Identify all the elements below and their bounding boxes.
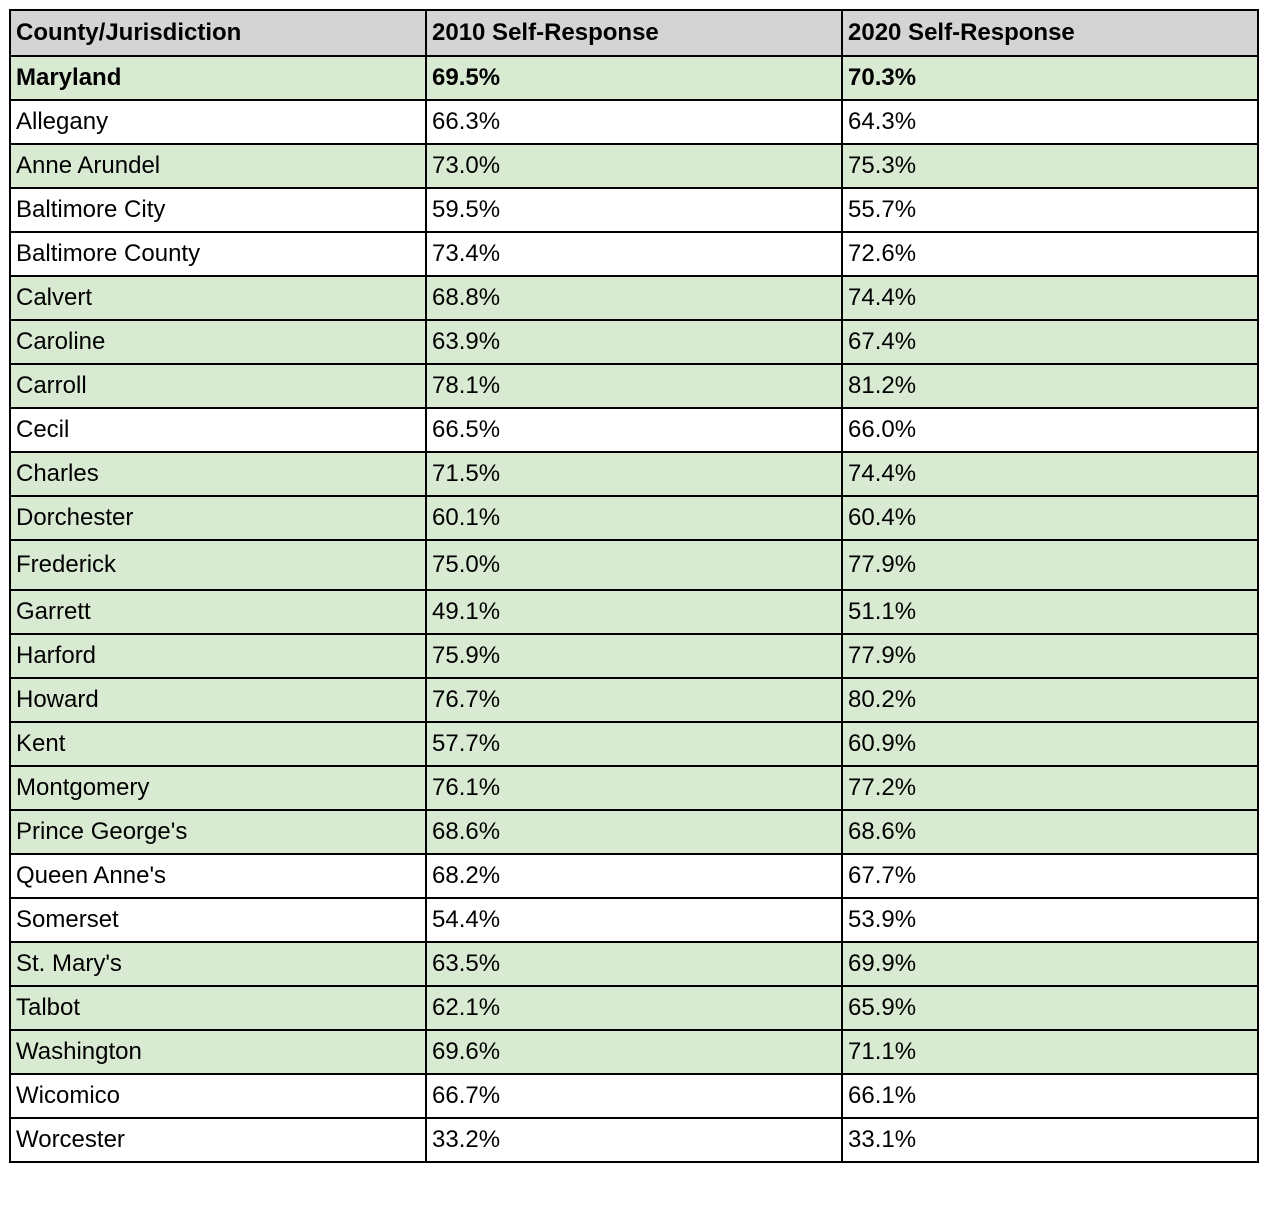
rate-2010-cell: 73.4%: [426, 232, 842, 276]
county-cell: Frederick: [10, 540, 426, 590]
rate-2020-cell: 66.0%: [842, 408, 1258, 452]
county-cell: St. Mary's: [10, 942, 426, 986]
table-row: [10, 722, 1258, 766]
rate-2010-cell: 60.1%: [426, 496, 842, 540]
table-body: [10, 56, 1258, 1162]
rate-2020-cell: 55.7%: [842, 188, 1258, 232]
header-2010: 2010 Self-Response: [426, 10, 842, 56]
rate-2020-cell: 66.1%: [842, 1074, 1258, 1118]
rate-2020-cell: 51.1%: [842, 590, 1258, 634]
self-response-table: [9, 9, 1259, 1163]
rate-2020-cell: 69.9%: [842, 942, 1258, 986]
table-row: [10, 986, 1258, 1030]
table-row: [10, 320, 1258, 364]
rate-2020-cell: 64.3%: [842, 100, 1258, 144]
rate-2020-cell: 81.2%: [842, 364, 1258, 408]
rate-2020-cell: 70.3%: [842, 56, 1258, 100]
table-row: [10, 766, 1258, 810]
rate-2020-cell: 72.6%: [842, 232, 1258, 276]
county-cell: Carroll: [10, 364, 426, 408]
rate-2010-cell: 33.2%: [426, 1118, 842, 1162]
rate-2020-cell: 67.7%: [842, 854, 1258, 898]
rate-2010-cell: 73.0%: [426, 144, 842, 188]
county-cell: Wicomico: [10, 1074, 426, 1118]
table-row: [10, 56, 1258, 100]
table-row: [10, 1030, 1258, 1074]
rate-2010-cell: 76.1%: [426, 766, 842, 810]
rate-2010-cell: 63.5%: [426, 942, 842, 986]
rate-2020-cell: 53.9%: [842, 898, 1258, 942]
county-cell: Garrett: [10, 590, 426, 634]
table-row: [10, 1074, 1258, 1118]
rate-2010-cell: 68.8%: [426, 276, 842, 320]
rate-2010-cell: 69.5%: [426, 56, 842, 100]
rate-2020-cell: 74.4%: [842, 452, 1258, 496]
table-row: [10, 540, 1258, 590]
table-row: [10, 898, 1258, 942]
rate-2020-cell: 77.9%: [842, 540, 1258, 590]
table-row: [10, 276, 1258, 320]
table-row: [10, 144, 1258, 188]
rate-2010-cell: 71.5%: [426, 452, 842, 496]
rate-2020-cell: 68.6%: [842, 810, 1258, 854]
rate-2010-cell: 69.6%: [426, 1030, 842, 1074]
rate-2010-cell: 49.1%: [426, 590, 842, 634]
table-row: [10, 1118, 1258, 1162]
rate-2010-cell: 62.1%: [426, 986, 842, 1030]
rate-2010-cell: 59.5%: [426, 188, 842, 232]
county-cell: Talbot: [10, 986, 426, 1030]
table-row: [10, 188, 1258, 232]
rate-2020-cell: 74.4%: [842, 276, 1258, 320]
table-row: [10, 854, 1258, 898]
rate-2020-cell: 60.4%: [842, 496, 1258, 540]
county-cell: Queen Anne's: [10, 854, 426, 898]
table-row: [10, 678, 1258, 722]
rate-2020-cell: 65.9%: [842, 986, 1258, 1030]
table-row: [10, 590, 1258, 634]
rate-2010-cell: 76.7%: [426, 678, 842, 722]
rate-2010-cell: 68.6%: [426, 810, 842, 854]
rate-2010-cell: 54.4%: [426, 898, 842, 942]
table-row: [10, 810, 1258, 854]
rate-2020-cell: 67.4%: [842, 320, 1258, 364]
county-cell: Maryland: [10, 56, 426, 100]
header-county: County/Jurisdiction: [10, 10, 426, 56]
rate-2020-cell: 71.1%: [842, 1030, 1258, 1074]
county-cell: Baltimore County: [10, 232, 426, 276]
rate-2010-cell: 66.5%: [426, 408, 842, 452]
county-cell: Harford: [10, 634, 426, 678]
rate-2010-cell: 68.2%: [426, 854, 842, 898]
county-cell: Prince George's: [10, 810, 426, 854]
county-cell: Charles: [10, 452, 426, 496]
table-row: [10, 496, 1258, 540]
rate-2020-cell: 77.2%: [842, 766, 1258, 810]
county-cell: Anne Arundel: [10, 144, 426, 188]
county-cell: Calvert: [10, 276, 426, 320]
rate-2020-cell: 80.2%: [842, 678, 1258, 722]
rate-2010-cell: 78.1%: [426, 364, 842, 408]
table-row: [10, 942, 1258, 986]
county-cell: Allegany: [10, 100, 426, 144]
table-row: [10, 634, 1258, 678]
table-row: [10, 100, 1258, 144]
county-cell: Worcester: [10, 1118, 426, 1162]
table-row: [10, 408, 1258, 452]
self-response-table-container: [9, 9, 1257, 1163]
rate-2010-cell: 63.9%: [426, 320, 842, 364]
table-row: [10, 452, 1258, 496]
county-cell: Dorchester: [10, 496, 426, 540]
rate-2010-cell: 66.3%: [426, 100, 842, 144]
rate-2020-cell: 33.1%: [842, 1118, 1258, 1162]
county-cell: Washington: [10, 1030, 426, 1074]
county-cell: Baltimore City: [10, 188, 426, 232]
county-cell: Kent: [10, 722, 426, 766]
county-cell: Somerset: [10, 898, 426, 942]
rate-2010-cell: 66.7%: [426, 1074, 842, 1118]
county-cell: Caroline: [10, 320, 426, 364]
table-row: [10, 364, 1258, 408]
rate-2010-cell: 75.9%: [426, 634, 842, 678]
county-cell: Cecil: [10, 408, 426, 452]
rate-2010-cell: 75.0%: [426, 540, 842, 590]
header-row: [10, 10, 1258, 56]
rate-2010-cell: 57.7%: [426, 722, 842, 766]
rate-2020-cell: 75.3%: [842, 144, 1258, 188]
rate-2020-cell: 60.9%: [842, 722, 1258, 766]
table-row: [10, 232, 1258, 276]
header-2020: 2020 Self-Response: [842, 10, 1258, 56]
rate-2020-cell: 77.9%: [842, 634, 1258, 678]
county-cell: Montgomery: [10, 766, 426, 810]
county-cell: Howard: [10, 678, 426, 722]
